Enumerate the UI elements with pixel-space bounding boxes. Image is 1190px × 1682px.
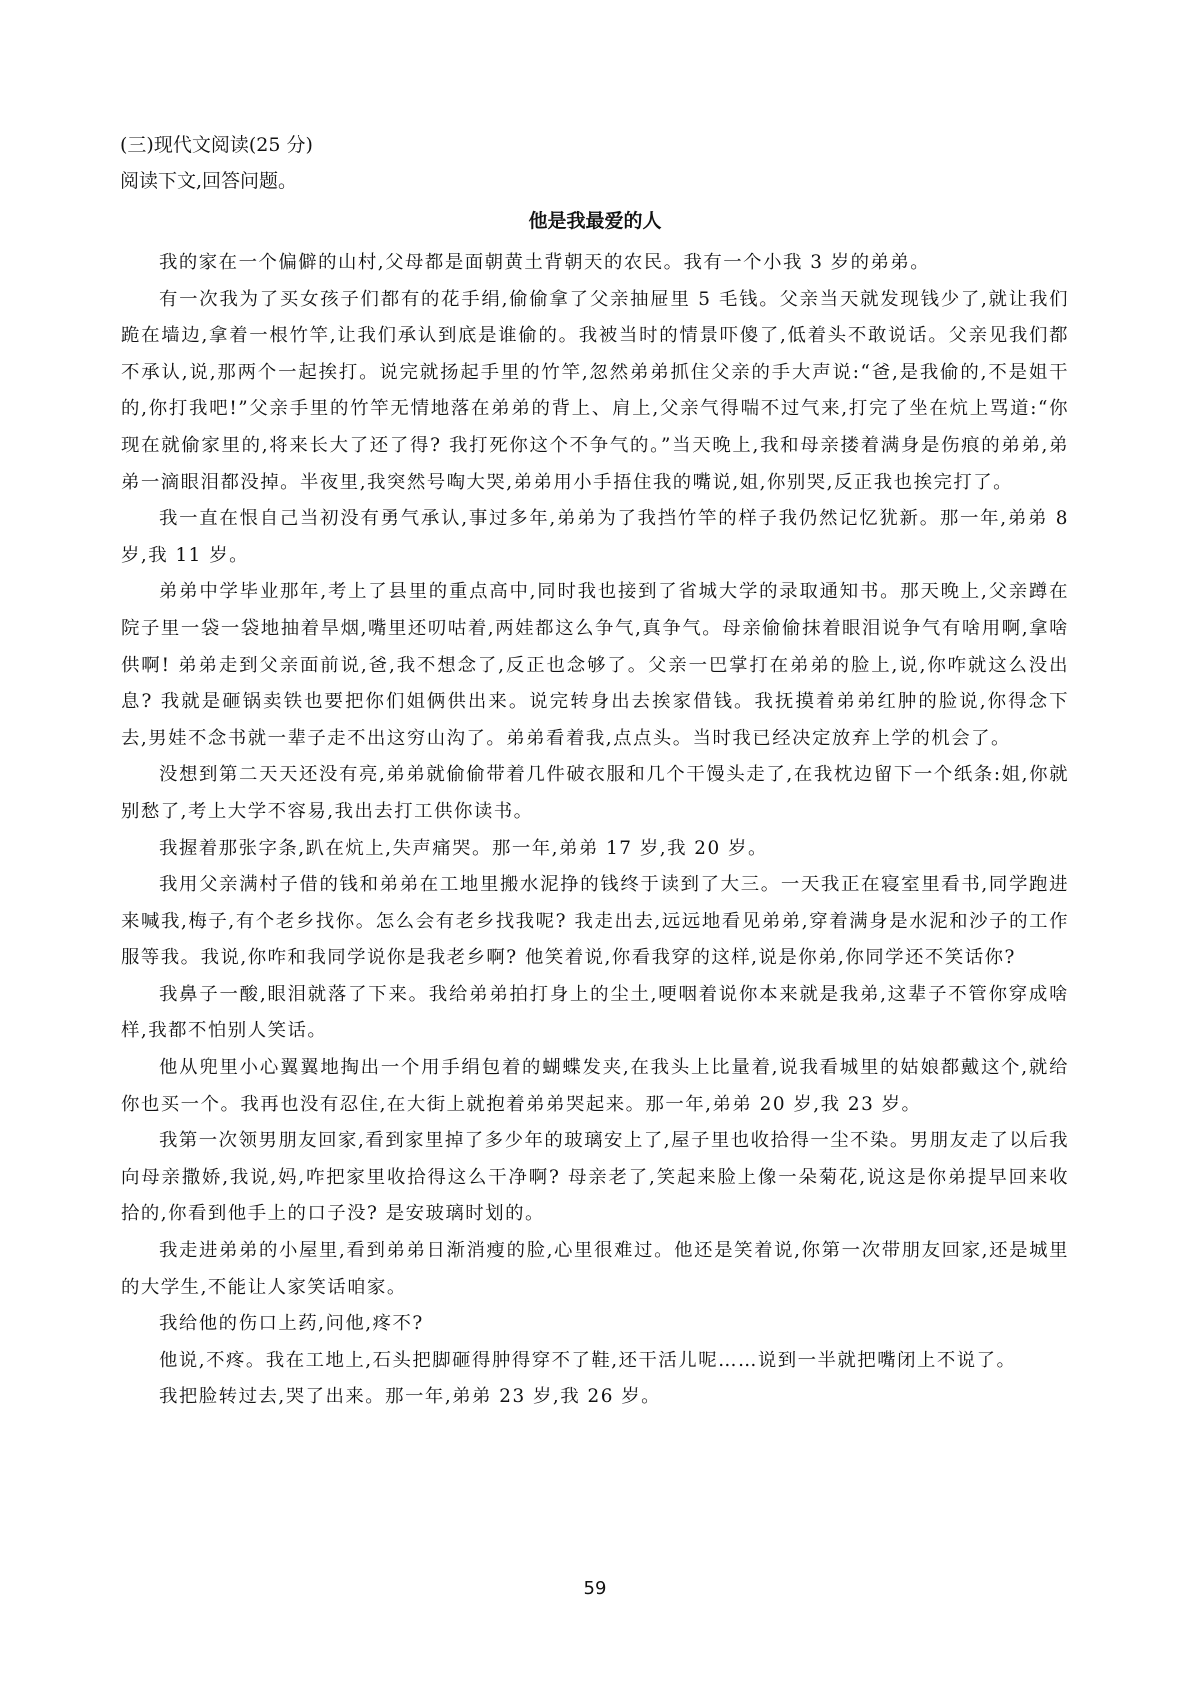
paragraph: 我握着那张字条,趴在炕上,失声痛哭。那一年,弟弟 17 岁,我 20 岁。 bbox=[159, 837, 768, 859]
paragraph: 我一直在恨自己当初没有勇气承认,事过多年,弟弟为了我挡竹竿的样子我仍然记忆犹新。那一年,弟弟 8 岁,我 11 岁。 bbox=[121, 508, 1069, 566]
page-number: 59 bbox=[583, 1578, 607, 1599]
paragraph: 我第一次领男朋友回家,看到家里掉了多少年的玻璃安上了,屋子里也收拾得一尘不染。男朋友走了以后我向母亲撒娇,我说,妈,咋把家里收拾得这么干净啊? 母亲老了,笑起来脸上像一朵菊花,说这是你弟提早回来收拾的,你看到他手上的口子没? 是安玻璃时划的。 bbox=[121, 1130, 1069, 1225]
reading-instruction: 阅读下文,回答问题。 bbox=[120, 170, 298, 192]
paragraph: 他从兜里小心翼翼地掏出一个用手绢包着的蝴蝶发夹,在我头上比量着,说我看城里的姑娘都戴这个,就给你也买一个。我再也没有忍住,在大街上就抱着弟弟哭起来。那一年,弟弟 20 岁,我 23 岁。 bbox=[121, 1057, 1069, 1115]
paragraph: 我把脸转过去,哭了出来。那一年,弟弟 23 岁,我 26 岁。 bbox=[159, 1386, 662, 1408]
paragraph: 我给他的伤口上药,问他,疼不? bbox=[159, 1313, 424, 1335]
paragraph: 我鼻子一酸,眼泪就落了下来。我给弟弟拍打身上的尘土,哽咽着说你本来就是我弟,这辈子不管你穿成啥样,我都不怕别人笑话。 bbox=[121, 983, 1069, 1042]
paragraph: 没想到第二天天还没有亮,弟弟就偷偷带着几件破衣服和几个干馒头走了,在我枕边留下一个纸条:姐,你就别愁了,考上大学不容易,我出去打工供你读书。 bbox=[121, 764, 1069, 822]
article-title: 他是我最爱的人 bbox=[528, 210, 662, 232]
paragraph: 有一次我为了买女孩子们都有的花手绢,偷偷拿了父亲抽屉里 5 毛钱。父亲当天就发现钱少了,就让我们跪在墙边,拿着一根竹竿,让我们承认到底是谁偷的。我被当时的情景吓傻了,低着头不敢说话。父亲见我们都不承认,说,那两个一起挨打。说完就扬起手里的竹竿,忽然弟弟抓住父亲的手大声说:“爸,是我偷的,不是姐干的,你打我吧!”父亲手里的竹竿无情地落在弟弟的背上、肩上,父亲气得喘不过气来,打完了坐在炕上骂道:“你现在就偷家里的,将来长大了还了得? 我打死你这个不争气的。”当天晚上,我和母亲搂着满身是伤痕的弟弟,弟弟一滴眼泪都没掉。半夜里,我突然号啕大哭,弟弟用小手捂住我的嘴说,姐,你别哭,反正我也挨完打了。 bbox=[121, 288, 1069, 493]
paragraph: 他说,不疼。我在工地上,石头把脚砸得肿得穿不了鞋,还干活儿呢……说到一半就把嘴闭上不说了。 bbox=[159, 1349, 1017, 1371]
paragraph: 我的家在一个偏僻的山村,父母都是面朝黄土背朝天的农民。我有一个小我 3 岁的弟弟。 bbox=[159, 252, 931, 273]
paragraph: 我走进弟弟的小屋里,看到弟弟日渐消瘦的脸,心里很难过。他还是笑着说,你第一次带朋友回家,还是城里的大学生,不能让人家笑话咱家。 bbox=[121, 1240, 1069, 1298]
paragraph: 我用父亲满村子借的钱和弟弟在工地里搬水泥挣的钱终于读到了大三。一天我正在寝室里看书,同学跑进来喊我,梅子,有个老乡找你。怎么会有老乡找我呢? 我走出去,远远地看见弟弟,穿着满身是水泥和沙子的工作服等我。我说,你咋和我同学说你是我老乡啊? 他笑着说,你看我穿的这样,说是你弟,你同学还不笑话你? bbox=[121, 874, 1069, 969]
section-label: (三)现代文阅读(25 分) bbox=[120, 134, 313, 156]
article-body bbox=[121, 245, 1069, 1416]
paragraph: 弟弟中学毕业那年,考上了县里的重点高中,同时我也接到了省城大学的录取通知书。那天晚上,父亲蹲在院子里一袋一袋地抽着旱烟,嘴里还叨咕着,两娃都这么争气,真争气。母亲偷偷抹着眼泪说争气有啥用啊,拿啥供啊! 弟弟走到父亲面前说,爸,我不想念了,反正也念够了。父亲一巴掌打在弟弟的脸上,说,你咋就这么没出息? 我就是砸锅卖铁也要把你们姐俩供出来。说完转身出去挨家借钱。我抚摸着弟弟红肿的脸说,你得念下去,男娃不念书就一辈子走不出这穷山沟了。弟弟看着我,点点头。当时我已经决定放弃上学的机会了。 bbox=[121, 581, 1069, 749]
